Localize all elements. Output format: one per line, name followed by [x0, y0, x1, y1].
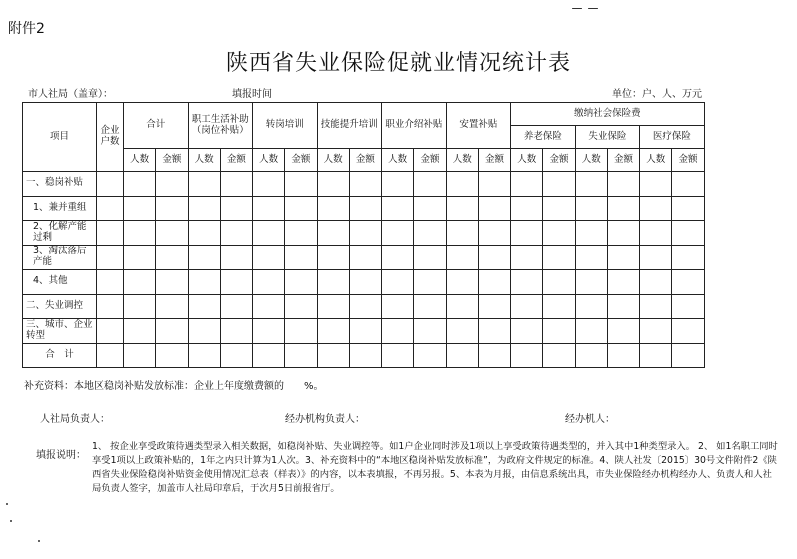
data-cell[interactable] — [414, 270, 446, 295]
data-cell[interactable] — [349, 319, 381, 344]
amount-header: 金额 — [543, 149, 575, 172]
data-cell[interactable] — [511, 343, 543, 368]
data-cell[interactable] — [349, 343, 381, 368]
bureau-head-signature-label: 人社局负责人： — [40, 414, 110, 425]
data-cell[interactable] — [188, 343, 220, 368]
data-cell[interactable] — [253, 245, 285, 270]
group-header: 合计 — [124, 103, 189, 149]
social-subgroup-header: 失业保险 — [575, 126, 640, 149]
data-cell[interactable] — [414, 172, 446, 197]
data-cell[interactable] — [317, 245, 349, 270]
data-cell[interactable] — [672, 196, 704, 221]
data-cell[interactable] — [382, 196, 414, 221]
data-cell[interactable] — [575, 294, 607, 319]
data-cell[interactable] — [285, 294, 317, 319]
data-cell[interactable] — [220, 172, 252, 197]
scan-speck — [10, 520, 12, 522]
data-cell[interactable] — [156, 221, 188, 246]
data-cell[interactable] — [253, 221, 285, 246]
people-header: 人数 — [446, 149, 478, 172]
data-cell[interactable] — [97, 245, 124, 270]
data-cell[interactable] — [156, 245, 188, 270]
data-cell[interactable] — [511, 245, 543, 270]
data-cell[interactable] — [446, 294, 478, 319]
row-label: 合 计 — [23, 343, 97, 368]
people-header: 人数 — [511, 149, 543, 172]
people-header: 人数 — [317, 149, 349, 172]
data-cell[interactable] — [446, 343, 478, 368]
data-cell[interactable] — [124, 245, 156, 270]
data-cell[interactable] — [414, 196, 446, 221]
amount-header: 金额 — [285, 149, 317, 172]
data-cell[interactable] — [478, 343, 510, 368]
data-cell[interactable] — [253, 343, 285, 368]
data-cell[interactable] — [640, 221, 672, 246]
data-cell[interactable] — [575, 343, 607, 368]
data-cell[interactable] — [220, 294, 252, 319]
data-cell[interactable] — [672, 270, 704, 295]
data-cell[interactable] — [672, 343, 704, 368]
data-cell[interactable] — [253, 196, 285, 221]
enterprise-count-header: 企业户数 — [97, 103, 124, 172]
data-cell[interactable] — [156, 196, 188, 221]
data-cell[interactable] — [382, 294, 414, 319]
data-cell[interactable] — [672, 172, 704, 197]
data-cell[interactable] — [124, 221, 156, 246]
data-cell[interactable] — [672, 245, 704, 270]
data-cell[interactable] — [446, 319, 478, 344]
data-cell[interactable] — [446, 221, 478, 246]
data-cell[interactable] — [543, 294, 575, 319]
data-cell[interactable] — [188, 294, 220, 319]
data-cell[interactable] — [317, 343, 349, 368]
data-cell[interactable] — [124, 196, 156, 221]
unit-label: 单位：户、人、万元 — [612, 89, 702, 100]
data-cell[interactable] — [97, 319, 124, 344]
data-cell[interactable] — [220, 245, 252, 270]
data-cell[interactable] — [414, 319, 446, 344]
handler-signature-label: 经办机人： — [565, 414, 615, 425]
data-cell[interactable] — [382, 245, 414, 270]
data-cell[interactable] — [382, 172, 414, 197]
amount-header: 金额 — [414, 149, 446, 172]
group-header: 转岗培训 — [253, 103, 318, 149]
row-label: 1、兼并重组 — [23, 196, 97, 221]
header-row — [23, 103, 769, 126]
fill-time-label: 填报时间 — [232, 89, 272, 100]
data-cell[interactable] — [575, 245, 607, 270]
data-cell[interactable] — [124, 294, 156, 319]
data-cell[interactable] — [478, 270, 510, 295]
group-header: 技能提升培训 — [317, 103, 382, 149]
amount-header: 金额 — [607, 149, 639, 172]
people-header: 人数 — [253, 149, 285, 172]
data-cell[interactable] — [188, 172, 220, 197]
data-cell[interactable] — [414, 245, 446, 270]
social-subgroup-header: 养老保险 — [511, 126, 576, 149]
data-cell[interactable] — [156, 294, 188, 319]
data-cell[interactable] — [97, 294, 124, 319]
data-cell[interactable] — [478, 245, 510, 270]
data-cell[interactable] — [672, 221, 704, 246]
table-row — [23, 221, 769, 246]
data-cell[interactable] — [382, 270, 414, 295]
data-cell[interactable] — [188, 319, 220, 344]
social-subgroup-header: 医疗保险 — [640, 126, 705, 149]
data-cell[interactable] — [97, 270, 124, 295]
data-cell[interactable] — [672, 319, 704, 344]
data-cell[interactable] — [575, 319, 607, 344]
data-cell[interactable] — [414, 294, 446, 319]
social-insurance-header: 缴纳社会保险费 — [511, 103, 705, 126]
data-cell[interactable] — [446, 270, 478, 295]
data-cell[interactable] — [575, 172, 607, 197]
data-cell[interactable] — [285, 196, 317, 221]
table-row — [23, 196, 769, 221]
row-label: 二、失业调控 — [23, 294, 97, 319]
data-cell[interactable] — [478, 172, 510, 197]
supplement-note: 补充资料：本地区稳岗补贴发放标准：企业上年度缴费额的 %。 — [24, 381, 324, 392]
data-cell[interactable] — [607, 221, 639, 246]
data-cell[interactable] — [220, 196, 252, 221]
data-cell[interactable] — [97, 196, 124, 221]
data-cell[interactable] — [640, 270, 672, 295]
data-cell[interactable] — [317, 196, 349, 221]
notes-body: 1、 按企业享受政策待遇类型录入相关数据，如稳岗补贴、失业调控等。如1户企业同时涉及1项以上享受政策待遇类型的，并入其中1种类型录入。 2、 如1名职工同时享受1项以上政策补贴的，1年之内只计算为1人次。3、补充资料中的“本地区稳岗补贴发放标准”，为政府文件规定的标准。4、陕人社发〔2015〕30号文件附件2《陕西省失业保险稳岗补贴资金使用情况汇总表（样表）》的内容，以本表填报，不再另报。5、本表为月报，由信息系统出具，市失业保险经办机构经办人、负责人和人社局负责人签字，加盖市人社局印章后，于次月5日前报省厅。 — [92, 441, 778, 494]
data-cell[interactable] — [511, 319, 543, 344]
group-header: 职业介绍补贴 — [382, 103, 447, 149]
data-cell[interactable] — [156, 319, 188, 344]
data-cell[interactable] — [349, 294, 381, 319]
data-cell[interactable] — [317, 294, 349, 319]
data-cell[interactable] — [188, 270, 220, 295]
data-cell[interactable] — [607, 245, 639, 270]
data-cell[interactable] — [446, 196, 478, 221]
data-cell[interactable] — [285, 270, 317, 295]
data-cell[interactable] — [188, 221, 220, 246]
data-cell[interactable] — [478, 221, 510, 246]
table-row — [23, 343, 769, 368]
data-cell[interactable] — [607, 294, 639, 319]
notes-label: 填报说明： — [36, 450, 86, 461]
row-label: 4、其他 — [23, 270, 97, 295]
data-cell[interactable] — [317, 270, 349, 295]
data-cell[interactable] — [511, 294, 543, 319]
data-cell[interactable] — [511, 270, 543, 295]
data-cell[interactable] — [414, 343, 446, 368]
data-cell[interactable] — [124, 343, 156, 368]
table-row — [23, 245, 769, 270]
data-cell[interactable] — [640, 172, 672, 197]
data-cell[interactable] — [478, 196, 510, 221]
data-cell[interactable] — [124, 319, 156, 344]
data-cell[interactable] — [124, 172, 156, 197]
data-cell[interactable] — [511, 221, 543, 246]
data-cell[interactable] — [575, 196, 607, 221]
row-label: 一、稳岗补贴 — [23, 172, 97, 197]
data-cell[interactable] — [478, 294, 510, 319]
scan-speck — [572, 8, 582, 9]
data-cell[interactable] — [640, 319, 672, 344]
data-cell[interactable] — [543, 221, 575, 246]
data-cell[interactable] — [349, 245, 381, 270]
table-row — [23, 270, 769, 295]
page-title: 陕西省失业保险促就业情况统计表 — [225, 51, 571, 76]
data-cell[interactable] — [285, 172, 317, 197]
data-cell[interactable] — [220, 343, 252, 368]
data-cell[interactable] — [607, 343, 639, 368]
data-cell[interactable] — [607, 172, 639, 197]
project-header: 项目 — [23, 103, 97, 172]
scan-speck — [38, 540, 40, 542]
people-header: 人数 — [382, 149, 414, 172]
data-cell[interactable] — [543, 172, 575, 197]
header-row — [23, 149, 769, 172]
people-header: 人数 — [188, 149, 220, 172]
data-cell[interactable] — [511, 172, 543, 197]
data-cell[interactable] — [220, 270, 252, 295]
data-cell[interactable] — [607, 270, 639, 295]
data-cell[interactable] — [640, 245, 672, 270]
data-cell[interactable] — [575, 221, 607, 246]
data-cell[interactable] — [543, 245, 575, 270]
data-cell[interactable] — [349, 270, 381, 295]
data-cell[interactable] — [188, 245, 220, 270]
data-cell[interactable] — [156, 343, 188, 368]
table-row — [23, 172, 769, 197]
data-cell[interactable] — [253, 270, 285, 295]
data-cell[interactable] — [97, 172, 124, 197]
data-cell[interactable] — [543, 319, 575, 344]
amount-header: 金额 — [349, 149, 381, 172]
amount-header: 金额 — [672, 149, 704, 172]
org-seal-label: 市人社局（盖章）： — [28, 89, 113, 100]
data-cell[interactable] — [446, 172, 478, 197]
amount-header: 金额 — [220, 149, 252, 172]
data-cell[interactable] — [124, 270, 156, 295]
data-cell[interactable] — [446, 245, 478, 270]
data-cell[interactable] — [640, 294, 672, 319]
data-cell[interactable] — [220, 319, 252, 344]
statistics-table — [22, 102, 769, 368]
data-cell[interactable] — [253, 172, 285, 197]
data-cell[interactable] — [285, 221, 317, 246]
data-cell[interactable] — [285, 319, 317, 344]
data-cell[interactable] — [253, 294, 285, 319]
table-row — [23, 294, 769, 319]
data-cell[interactable] — [188, 196, 220, 221]
data-cell[interactable] — [640, 196, 672, 221]
data-cell[interactable] — [478, 319, 510, 344]
scan-speck — [588, 8, 598, 9]
people-header: 人数 — [575, 149, 607, 172]
data-cell[interactable] — [640, 343, 672, 368]
data-cell[interactable] — [97, 221, 124, 246]
data-cell[interactable] — [285, 343, 317, 368]
data-cell[interactable] — [349, 196, 381, 221]
data-cell[interactable] — [349, 221, 381, 246]
data-cell[interactable] — [285, 245, 317, 270]
amount-header: 金额 — [478, 149, 510, 172]
data-cell[interactable] — [156, 270, 188, 295]
data-cell[interactable] — [575, 270, 607, 295]
table-row — [23, 319, 769, 344]
group-header: 安置补贴 — [446, 103, 511, 149]
row-label: 3、淘汰落后产能 — [23, 245, 97, 270]
row-label: 三、城市、企业转型 — [23, 319, 97, 344]
data-cell[interactable] — [382, 319, 414, 344]
amount-header: 金额 — [156, 149, 188, 172]
data-cell[interactable] — [317, 319, 349, 344]
data-cell[interactable] — [317, 172, 349, 197]
data-cell[interactable] — [382, 221, 414, 246]
people-header: 人数 — [640, 149, 672, 172]
data-cell[interactable] — [543, 270, 575, 295]
data-cell[interactable] — [414, 221, 446, 246]
group-header: 职工生活补助（岗位补贴） — [188, 103, 253, 149]
data-cell[interactable] — [511, 196, 543, 221]
data-cell[interactable] — [156, 172, 188, 197]
row-label: 2、化解产能过剩 — [23, 221, 97, 246]
data-cell[interactable] — [543, 343, 575, 368]
people-header: 人数 — [124, 149, 156, 172]
annex-label: 附件2 — [8, 21, 45, 37]
data-cell[interactable] — [382, 343, 414, 368]
scan-speck — [6, 503, 8, 505]
data-cell[interactable] — [672, 294, 704, 319]
data-cell[interactable] — [97, 343, 124, 368]
data-cell[interactable] — [317, 221, 349, 246]
data-cell[interactable] — [253, 319, 285, 344]
data-cell[interactable] — [607, 196, 639, 221]
data-cell[interactable] — [543, 196, 575, 221]
agency-head-signature-label: 经办机构负责人： — [285, 414, 365, 425]
data-cell[interactable] — [349, 172, 381, 197]
data-cell[interactable] — [220, 221, 252, 246]
data-cell[interactable] — [607, 319, 639, 344]
